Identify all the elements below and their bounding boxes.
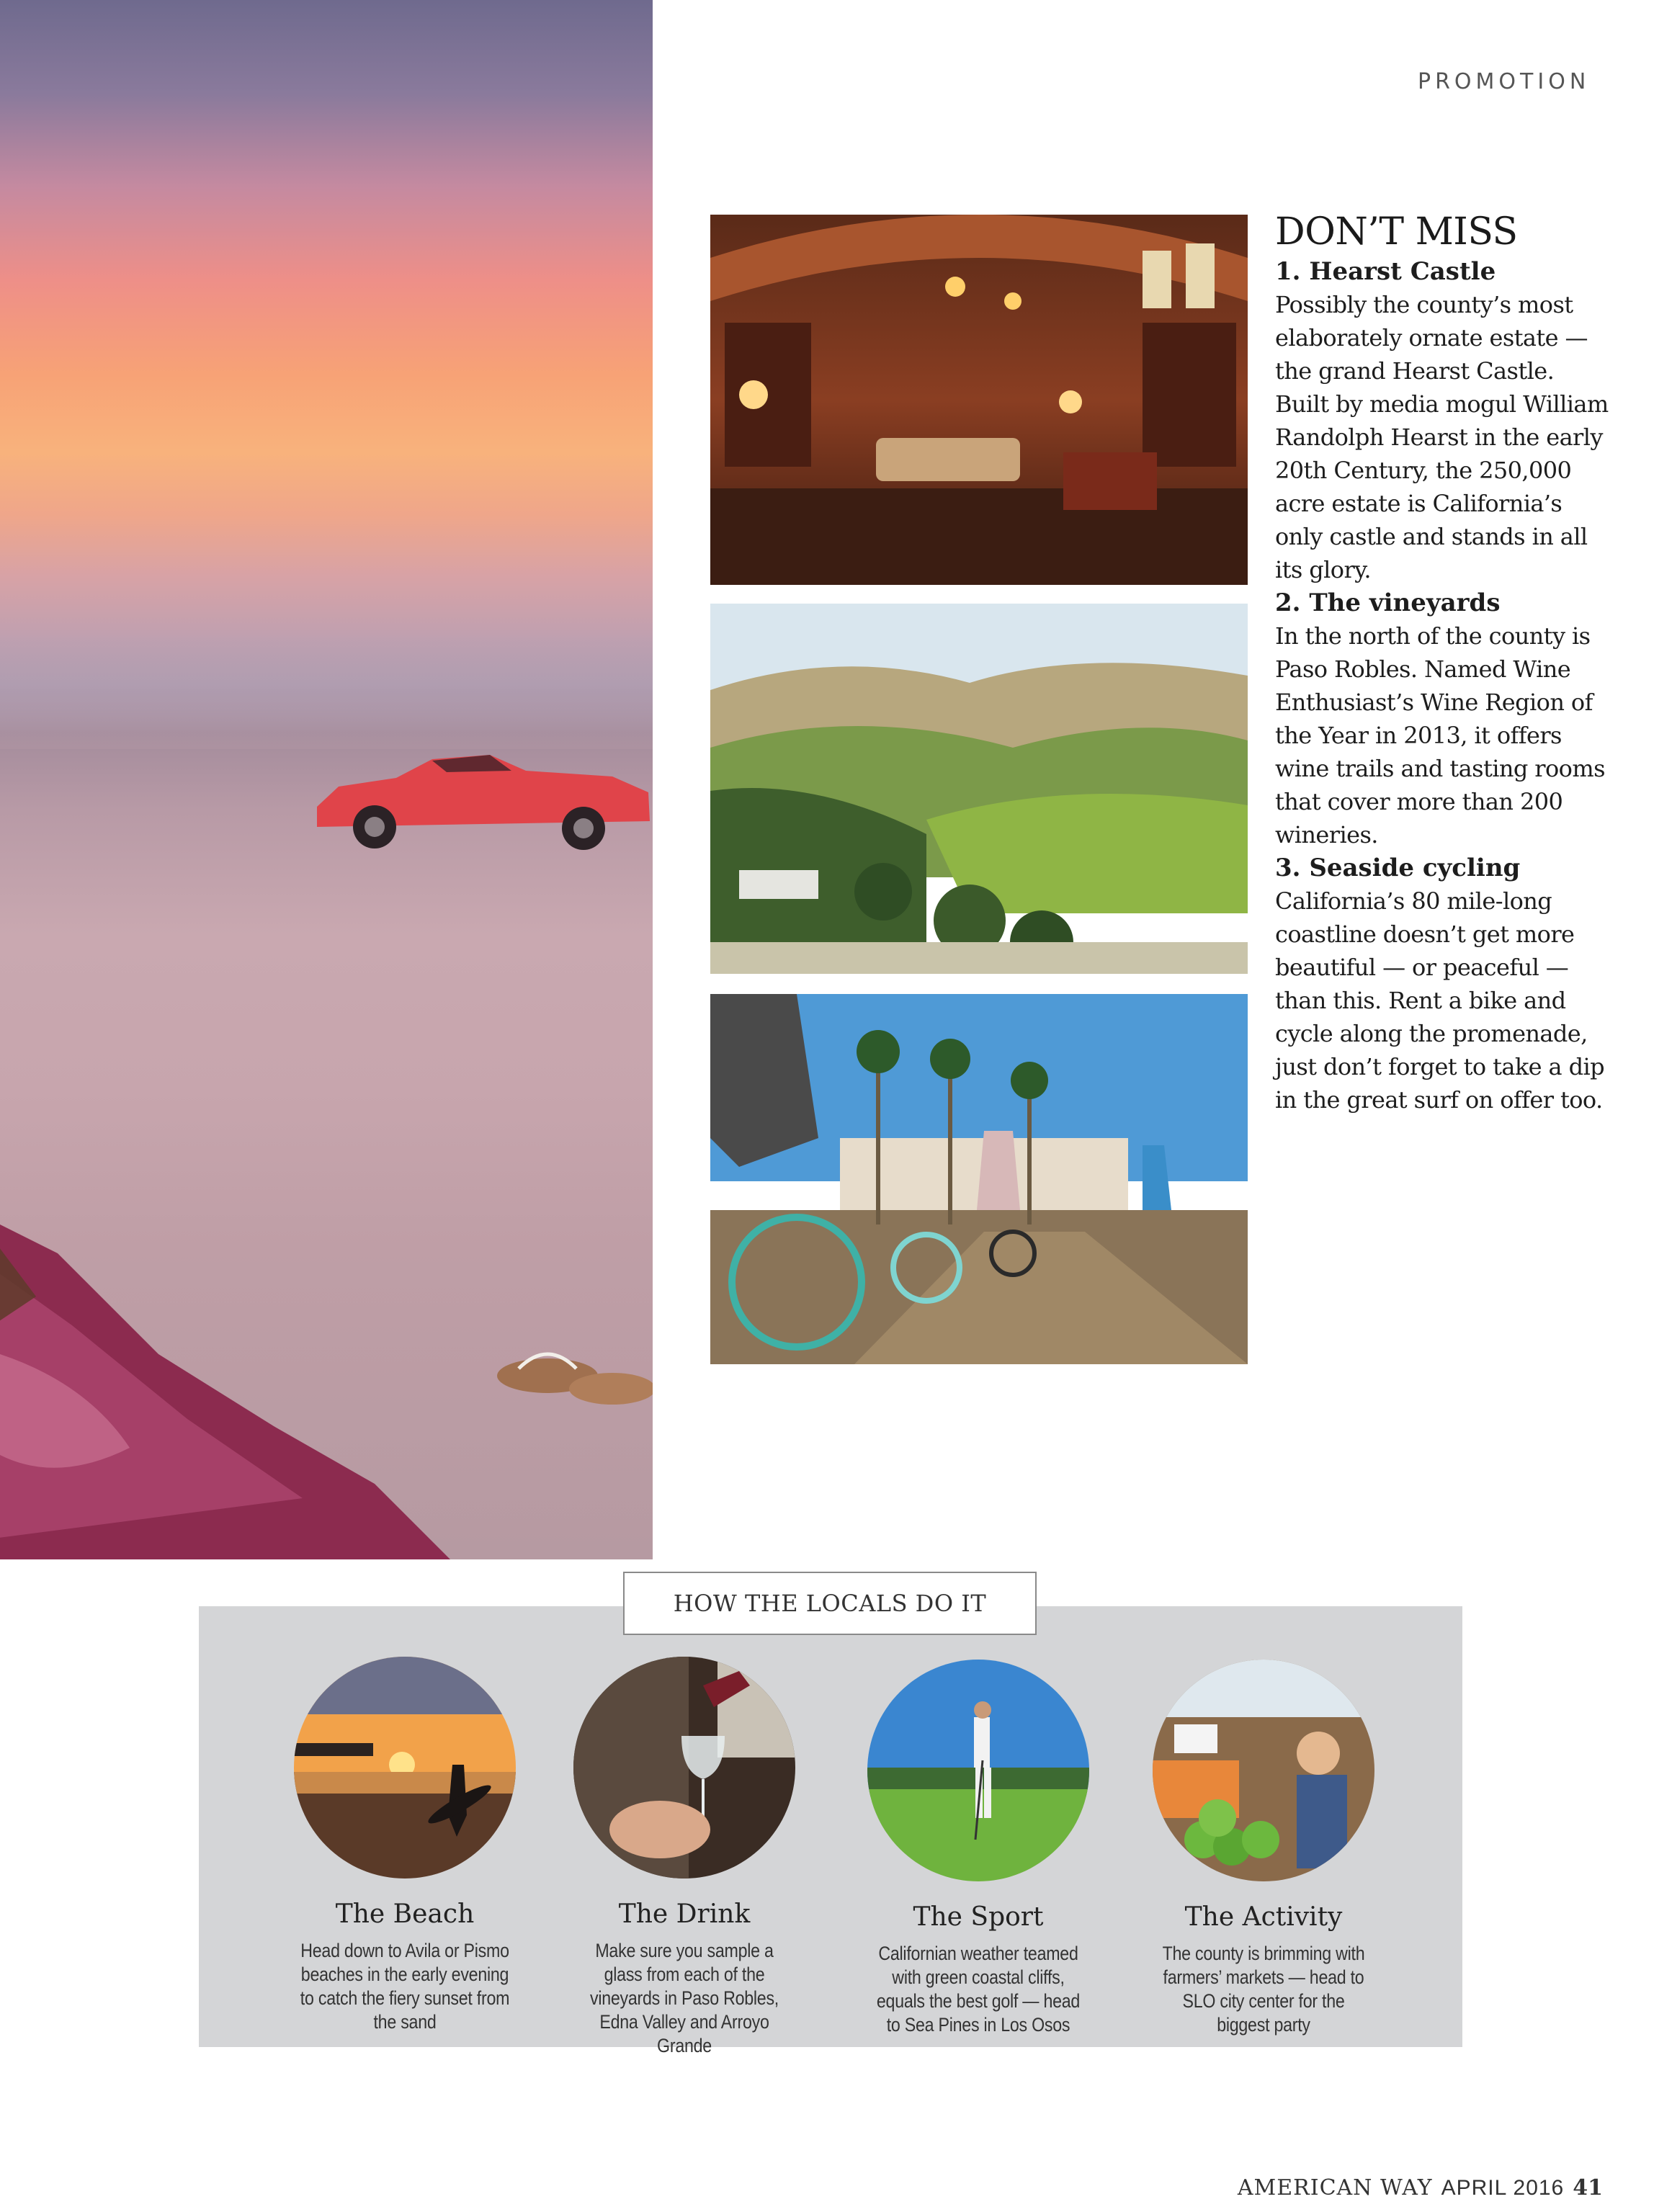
sandals (490, 1325, 653, 1412)
local-item-sport (841, 1660, 1115, 2037)
page-footer (1238, 2175, 1603, 2200)
local-title-drink: The Drink (618, 1899, 751, 1929)
local-title-activity: The Activity (1184, 1902, 1343, 1932)
local-body-activity: The county is brimming with farmers’ markets — head to SLO city center for the biggest party (1162, 1943, 1365, 2036)
item-heading-seaside-cycling: 3. Seaside cycling (1275, 854, 1521, 882)
local-title-beach: The Beach (335, 1899, 475, 1929)
local-body-sport: Californian weather teamed with green coastal cliffs, equals the best golf — head to Sea Pines in Los Osos (876, 1943, 1081, 2036)
local-body-drink: Make sure you sample a glass from each of the vineyards in Paso Robles, Edna Valley and Arroyo Grande (589, 1940, 779, 2056)
farmers-market-photo (1153, 1660, 1374, 1881)
hearst-castle-photo (710, 215, 1248, 585)
sea-horizon (0, 634, 653, 749)
hero-beach-photo (0, 0, 653, 1559)
wine-glass-photo (573, 1657, 795, 1879)
beach-sunset-photo (294, 1657, 516, 1879)
item-body-hearst-castle: Possibly the county’s most elaborately ornate estate — the grand Hearst Castle. Built by media mogul William Randolph Hearst in the early 20th Century, the 250,000 acre estate is California’s only castle and stands in all its glory. (1275, 291, 1609, 583)
golfer-photo (867, 1660, 1089, 1881)
page-number: 41 (1573, 2175, 1603, 2200)
local-title-sport: The Sport (913, 1902, 1044, 1932)
red-convertible-car (310, 742, 653, 850)
magazine-name: AMERICAN WAY (1237, 2175, 1433, 2200)
item-body-seaside-cycling: California’s 80 mile-long coastline doesn’t get more beautiful — or peaceful — than this. Rent a bike and cycle along the promenade, just don’t forget to take a dip in the great surf on offer too. (1275, 887, 1604, 1114)
vineyards-photo (710, 604, 1248, 974)
local-body-beach: Head down to Avila or Pismo beaches in the early evening to catch the fiery sunset from the sand (300, 1940, 510, 2033)
locals-label: HOW THE LOCALS DO IT (623, 1572, 1037, 1635)
item-body-vineyards: In the north of the county is Paso Robles. Named Wine Enthusiast’s Wine Region of the Year in 2013, it offers wine trails and tasting rooms that cover more than 200 wineries. (1275, 622, 1605, 848)
local-item-drink (547, 1657, 821, 2058)
item-heading-vineyards: 2. The vineyards (1275, 588, 1501, 617)
issue-date: APRIL 2016 (1441, 2176, 1565, 2200)
dont-miss-title: DON’T MISS (1275, 210, 1518, 254)
beach-blanket (0, 1210, 475, 1559)
promotion-label: PROMOTION (1418, 69, 1591, 94)
local-item-beach (268, 1657, 542, 2034)
dont-miss-section (1275, 209, 1614, 1116)
seaside-cycling-photo (710, 994, 1248, 1364)
item-heading-hearst-castle: 1. Hearst Castle (1275, 257, 1496, 286)
local-item-activity (1127, 1660, 1400, 2037)
